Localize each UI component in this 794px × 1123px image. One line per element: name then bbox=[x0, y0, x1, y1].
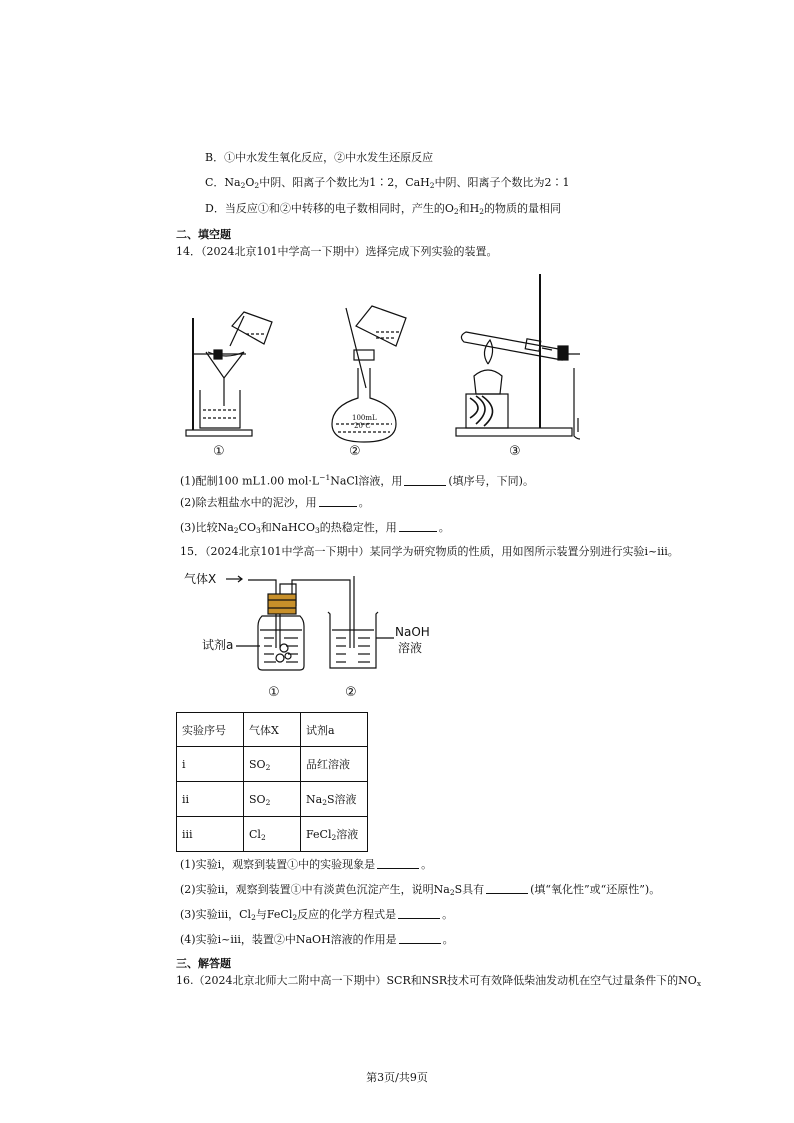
answer-blank[interactable] bbox=[399, 520, 437, 532]
filtration-apparatus bbox=[186, 312, 272, 436]
q15-fig-label-2: ② bbox=[345, 685, 357, 700]
reagent-a-label: 试剂a bbox=[202, 638, 234, 652]
section-answer: 三、解答题 bbox=[176, 957, 231, 970]
table-cell: $Na_2S$溶液 bbox=[301, 782, 368, 817]
q15-experiment-table bbox=[176, 712, 368, 852]
q13-option-d: D．当反应①和②中转移的电子数相同时，产生的$O_2$和$H_2$的物质的量相同 bbox=[205, 202, 561, 216]
q14-fig-label-2: ② bbox=[349, 444, 361, 459]
q15-apparatus-figure bbox=[180, 568, 460, 676]
gas-x-label: 气体X bbox=[184, 572, 217, 586]
q14-stem: 14．（2024北京101中学高一下期中）选择完成下列实验的装置。 bbox=[176, 245, 498, 258]
q15-part-2: (2)实验ⅱ，观察到装置①中有淡黄色沉淀产生，说明$Na_2S$具有 (填“氧化性”或“还原性”)。 bbox=[180, 883, 661, 897]
table-header-cell: 试剂a bbox=[301, 713, 368, 747]
naoh-label: NaOH bbox=[395, 625, 430, 639]
q13-option-c: C．$Na_2O_2$中阴、阳离子个数比为1∶2，CaH$_2$中阴、阳离子个数比为2∶1 bbox=[205, 176, 570, 190]
section-fill-in: 二、填空题 bbox=[176, 228, 231, 241]
table-cell: $Cl_2$ bbox=[244, 817, 301, 852]
q13-option-b: B．①中水发生氧化反应，②中水发生还原反应 bbox=[205, 151, 434, 164]
q14-apparatus-figure bbox=[180, 268, 580, 466]
page-footer: 第3页/共9页 bbox=[366, 1071, 428, 1084]
answer-blank[interactable] bbox=[319, 495, 357, 507]
table-row bbox=[177, 747, 368, 782]
q14-part-2: (2)除去粗盐水中的泥沙，用 。 bbox=[180, 496, 370, 509]
q15-part-3: (3)实验ⅲ，$Cl_2$与FeCl$_2$反应的化学方程式是 。 bbox=[180, 908, 454, 922]
table-row bbox=[177, 782, 368, 817]
q14-part-1: (1)配制100 mL1.00 $mol\cdot L^{-1}NaCl$溶液，用 (填序号，下同)。 bbox=[180, 473, 534, 488]
q14-part-3: (3)比较$Na_2CO_3$和NaHCO$_3$的热稳定性，用 。 bbox=[180, 521, 450, 535]
table-header-cell: 气体X bbox=[244, 713, 301, 747]
absorption-beaker bbox=[328, 612, 378, 668]
q16-stem: 16.（2024北京北师大二附中高一下期中）SCR和NSR技术可有效降低柴油发动机在空气过量条件下的$NO_x$ bbox=[176, 974, 702, 988]
table-cell: ⅲ bbox=[177, 817, 244, 852]
q14-fig-label-3: ③ bbox=[509, 444, 521, 459]
answer-blank[interactable] bbox=[486, 882, 528, 894]
washing-bottle bbox=[258, 594, 304, 670]
q15-part-1: (1)实验ⅰ，观察到装置①中的实验现象是 。 bbox=[180, 858, 433, 871]
answer-blank[interactable] bbox=[399, 932, 441, 944]
answer-blank[interactable] bbox=[404, 474, 446, 486]
flask-volume-label: 100mL bbox=[352, 414, 377, 422]
q15-part-4: (4)实验ⅰ~ⅲ，装置②中NaOH溶液的作用是 。 bbox=[180, 933, 454, 946]
solution-label: 溶液 bbox=[398, 641, 423, 655]
q15-stem: 15．（2024北京101中学高一下期中）某同学为研究物质的性质，用如图所示装置分别进行实验ⅰ~ⅲ。 bbox=[180, 545, 679, 558]
heating-apparatus bbox=[456, 274, 580, 439]
answer-blank[interactable] bbox=[377, 857, 419, 869]
table-cell: ⅱ bbox=[177, 782, 244, 817]
table-row bbox=[177, 817, 368, 852]
answer-blank[interactable] bbox=[398, 907, 440, 919]
table-cell: ⅰ bbox=[177, 747, 244, 782]
flask-temp-label: 20℃ bbox=[354, 422, 371, 430]
table-cell: $SO_2$ bbox=[244, 782, 301, 817]
table-cell: 品红溶液 bbox=[301, 747, 368, 782]
q14-fig-label-1: ① bbox=[213, 444, 225, 459]
q15-fig-label-1: ① bbox=[268, 685, 280, 700]
table-cell: FeCl$_2$溶液 bbox=[301, 817, 368, 852]
table-header-cell: 实验序号 bbox=[177, 713, 244, 747]
table-header-row bbox=[177, 713, 368, 747]
table-cell: $SO_2$ bbox=[244, 747, 301, 782]
